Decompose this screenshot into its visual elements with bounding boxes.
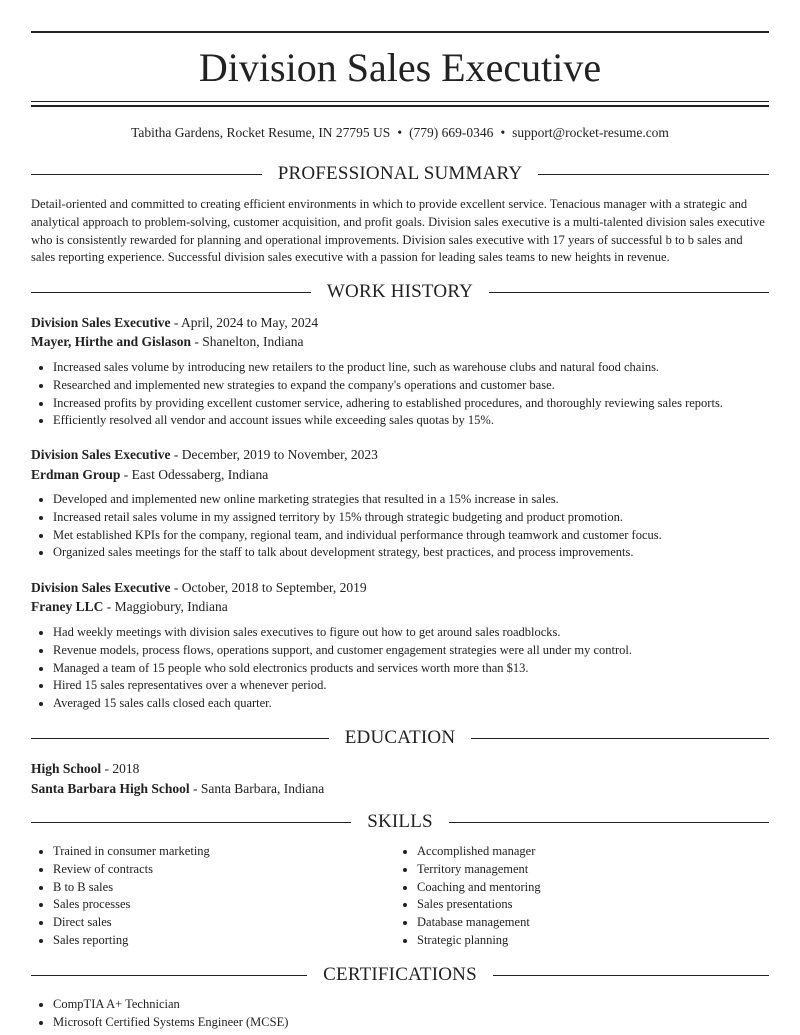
list-item: • B to B sales <box>53 879 791 897</box>
job-bullets <box>31 624 791 713</box>
contact-phone: (779) 669-0346 <box>409 125 494 140</box>
education-year: - 2018 <box>101 761 140 776</box>
contact-separator: • <box>500 125 506 140</box>
job-title-line <box>31 579 769 597</box>
section-rule <box>31 738 329 739</box>
list-item: • Managed a team of 15 people who sold electronics products and services worth more than $13. <box>53 660 791 678</box>
list-item: • Increased sales volume by introducing new retailers to the product line, such as warehouse clubs and natural food chains. <box>53 359 791 377</box>
section-rule <box>31 822 351 823</box>
job-company-line <box>31 333 769 351</box>
job-dates: - October, 2018 to September, 2019 <box>170 580 367 595</box>
section-rule <box>31 174 262 175</box>
section-heading-education <box>31 726 769 750</box>
list-item: • Averaged 15 sales calls closed each quarter. <box>53 695 791 713</box>
job-company-line <box>31 466 769 484</box>
list-item: • Territory management <box>417 861 800 879</box>
job-dates: - April, 2024 to May, 2024 <box>170 315 319 330</box>
list-item: • Developed and implemented new online marketing strategies that resulted in a 15% increase in sales. <box>53 491 791 509</box>
contact-line <box>31 124 769 142</box>
job-company: Franey LLC <box>31 599 104 614</box>
education-degree-line <box>31 760 769 778</box>
section-heading-certifications <box>31 963 769 987</box>
section-title: EDUCATION <box>344 727 456 748</box>
section-heading-work <box>31 280 769 304</box>
list-item: • Increased profits by providing excellent customer service, adhering to established procedures, and thoroughly reviewing sales reports. <box>53 395 791 413</box>
job-title-line <box>31 314 769 332</box>
list-item: • CompTIA A+ Technician <box>53 996 791 1014</box>
list-item: • Direct sales <box>53 914 791 932</box>
job-company: Erdman Group <box>31 467 121 482</box>
list-item: • Review of contracts <box>53 861 791 879</box>
contact-address: Tabitha Gardens, Rocket Resume, IN 27795 US <box>131 125 391 140</box>
job-dates: - December, 2019 to November, 2023 <box>170 447 378 462</box>
section-title: PROFESSIONAL SUMMARY <box>277 163 523 184</box>
title-rule-lower <box>31 105 769 107</box>
certifications-list <box>31 996 791 1032</box>
summary-text: Detail-oriented and committed to creating efficient environments in which to provide excellent service. Tenacious manager with a strategic and analytical approach to problem-solving, customer acquisition, and profit goals. Division sales executive is a multi-talented division sales executive who is consistently rewarded for planning and operational improvements. Division sales executive with 17 years of successful b to b sales and sales reporting experience. Successful division sales executive with a passion for leading sales teams to new heights in revenue. <box>31 197 765 265</box>
job-title-line <box>31 446 769 464</box>
section-rule <box>31 292 311 293</box>
section-heading-skills <box>31 810 769 834</box>
list-item: • Sales processes <box>53 896 791 914</box>
list-item: • Coaching and mentoring <box>417 879 800 897</box>
list-item: • Hired 15 sales representatives over a whenever period. <box>53 677 791 695</box>
job-location: - East Odessaberg, Indiana <box>120 467 269 482</box>
job-title: Division Sales Executive <box>31 447 171 462</box>
education-school-line <box>31 780 769 798</box>
section-title: SKILLS <box>367 811 433 832</box>
section-rule <box>449 822 769 823</box>
list-item: • Had weekly meetings with division sales executives to figure out how to get around sales roadblocks. <box>53 624 791 642</box>
list-item: • Researched and implemented new strategies to expand the company's operations and customer base. <box>53 377 791 395</box>
list-item: • Organized sales meetings for the staff to talk about development strategy, best practices, and process improvements. <box>53 544 791 562</box>
page-title: Division Sales Executive <box>198 45 602 90</box>
list-item: • Increased retail sales volume in my assigned territory by 15% through strategic budgeting and product promotion. <box>53 509 791 527</box>
section-rule <box>31 975 307 976</box>
list-item: • Efficiently resolved all vendor and account issues while exceeding sales quotas by 15%. <box>53 412 791 430</box>
job-location: - Shanelton, Indiana <box>191 334 304 349</box>
job-company-line <box>31 598 769 616</box>
education-degree: High School <box>31 761 102 776</box>
section-rule <box>493 975 769 976</box>
contact-separator: • <box>397 125 403 140</box>
list-item: • Sales reporting <box>53 932 791 950</box>
list-item: • Strategic planning <box>417 932 800 950</box>
job-title: Division Sales Executive <box>31 580 171 595</box>
list-item: • Sales presentations <box>417 896 800 914</box>
education-location: - Santa Barbara, Indiana <box>189 781 325 796</box>
list-item: • Revenue models, process flows, operations support, and customer engagement strategies were all under my control. <box>53 642 791 660</box>
section-title: CERTIFICATIONS <box>323 964 477 985</box>
job-bullets <box>31 491 791 562</box>
section-rule <box>471 738 769 739</box>
list-item: • Met established KPIs for the company, regional team, and individual performance through teamwork and customer focus. <box>53 527 791 545</box>
list-item: • Accomplished manager <box>417 843 800 861</box>
section-rule <box>489 292 769 293</box>
title-rule-upper <box>31 101 769 102</box>
top-rule <box>31 31 769 33</box>
education-school: Santa Barbara High School <box>31 781 190 796</box>
job-company: Mayer, Hirthe and Gislason <box>31 334 192 349</box>
section-rule <box>538 174 769 175</box>
skills-list-right <box>395 843 800 950</box>
job-location: - Maggiobury, Indiana <box>103 599 228 614</box>
contact-email: support@rocket-resume.com <box>512 125 669 140</box>
list-item: • Database management <box>417 914 800 932</box>
section-heading-summary <box>31 162 769 186</box>
section-title: WORK HISTORY <box>326 281 474 302</box>
job-title: Division Sales Executive <box>31 315 171 330</box>
list-item: • Trained in consumer marketing <box>53 843 791 861</box>
list-item: • Microsoft Certified Systems Engineer (MCSE) <box>53 1014 791 1032</box>
job-bullets <box>31 359 791 430</box>
